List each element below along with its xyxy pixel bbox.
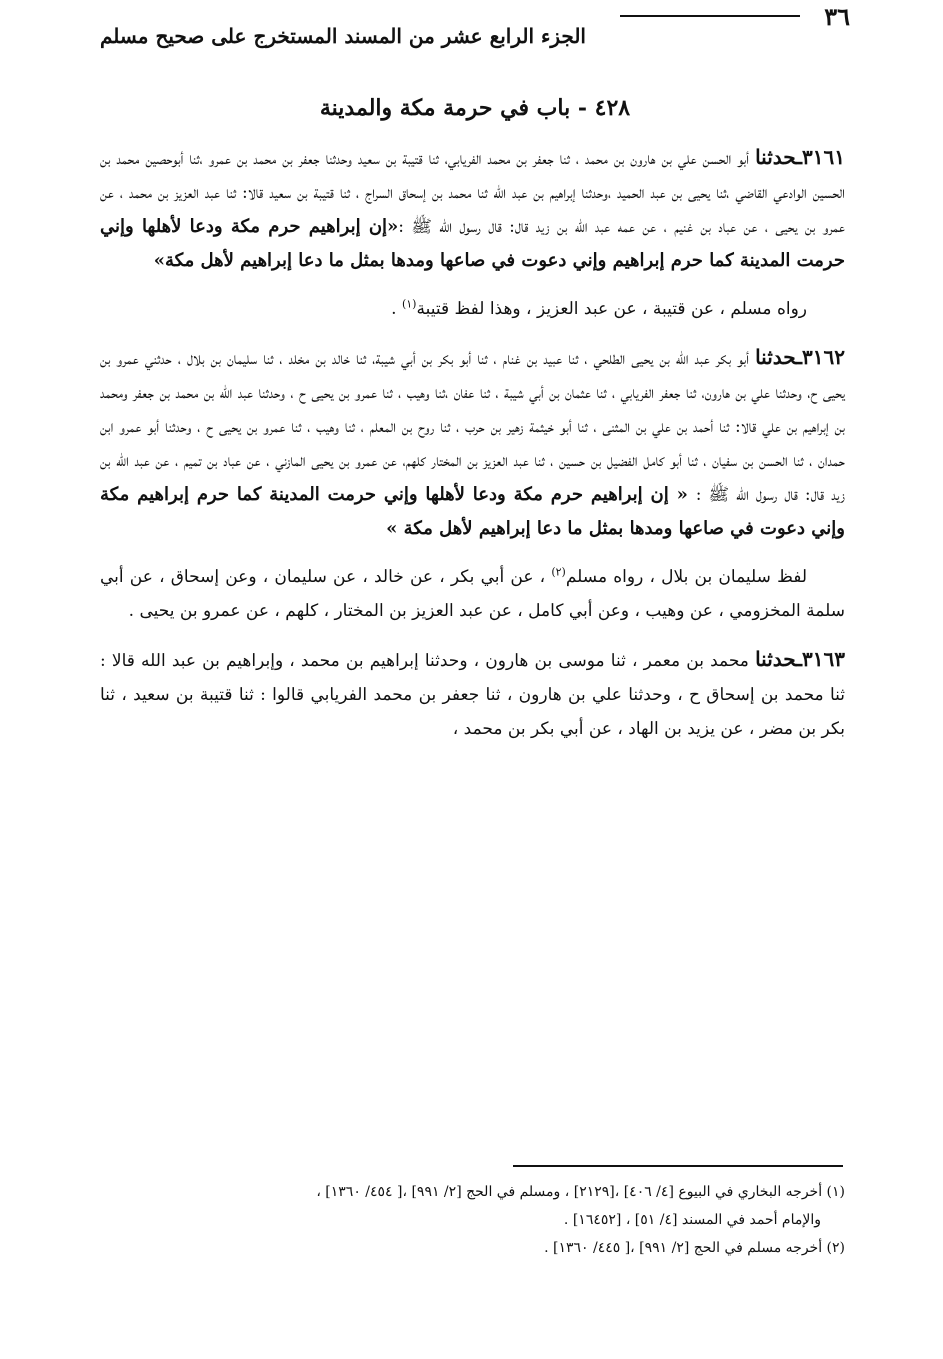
hadith-matn: « إن إبراهيم حرم مكة ودعا لأهلها وإني حرمت المدينة كما حرم إبراهيم مكة وإني دعوت في صاعها ومدها بمثل ما دعا إبراهيم لأهل مكة » [100, 484, 845, 539]
hadith-number: ٣١٦١ [802, 145, 845, 169]
header-rule [620, 15, 800, 17]
hadith-3161 [100, 140, 845, 278]
chapter-title: ٤٢٨ - باب في حرمة مكة والمدينة [319, 95, 631, 121]
hadith-number: ٣١٦٣ [802, 647, 845, 671]
running-title: الجزء الرابع عشر من المسند المستخرج على صحيح مسلم [100, 24, 586, 48]
page-number: ٣٦ [824, 2, 850, 31]
hadith-intro: ـحدثنا [755, 647, 803, 671]
footnote-rule [513, 1165, 843, 1167]
note-text-end: . [391, 299, 402, 319]
hadith-intro: ـحدثنا [755, 345, 803, 369]
note-text: لفظ سليمان بن بلال ، رواه مسلم [565, 567, 807, 587]
note-text-end: ، عن أبي بكر ، عن خالد ، عن سليمان ، وعن إسحاق ، عن أبي سلمة المخزومي ، عن وهيب ، وعن أبي كامل ، عن عبد العزيز بن المختار ، كلهم ، عن عمرو بن يحيى . [100, 567, 845, 621]
hadith-intro: ـحدثنا [755, 145, 803, 169]
page-body [100, 140, 845, 760]
hadith-note [100, 292, 845, 326]
hadith-3163 [100, 642, 845, 746]
hadith-isnad: أبو الحسن علي بن هارون بن محمد ، ثنا جعفر بن محمد الفريابي، ثنا قتيبة بن سعيد وحدثنا جعفر بن محمد بن عمرو ،ثنا أبوحصين محمد بن الحسين الوادعي القاضي ،ثنا يحيى بن عبد الحميد ،وحدثنا إبراهيم بن عبد الله ثنا محمد بن إسحاق السراج ، ثنا قتيبة بن سعيد قالا: ثنا عبد العزيز بن محمد ، عن عمرو بن يحيى ، عن عباد بن غنيم ، عن عمه عبد الله بن زيد قال: قال رسول الله ﷺ : [100, 149, 845, 237]
footnote-ref: (١) [401, 297, 417, 311]
footnote-1-cont: والإمام أحمد في المسند [٤/ ٥١] ، [١٦٤٥٢] . [563, 1212, 821, 1228]
note-text: رواه مسلم ، عن قتيبة ، عن عبد العزيز ، وهذا لفظ قتيبة [416, 299, 807, 319]
hadith-note [100, 560, 845, 628]
hadith-3162 [100, 340, 845, 546]
footnote-1: (١) أخرجه البخاري في البيوع [٤/ ٤٠٦] ،[٢١٢٩] ، ومسلم في الحج [٢/ ٩٩١] ،[ ٤٥٤/ ١٣٦٠] ، [316, 1184, 845, 1200]
hadith-matn: «إن إبراهيم حرم مكة ودعا لأهلها وإني حرمت المدينة كما حرم إبراهيم وإني دعوت في صاعها ومدها بمثل ما دعا إبراهيم لأهل مكة» [100, 216, 845, 271]
hadith-isnad: أبو بكر عبد الله بن يحيى الطلحي ، ثنا عبيد بن غنام ، ثنا أبو بكر بن أبي شيبة، ثنا خالد بن مخلد ، ثنا سليمان بن بلال ، حدثني عمرو بن يحيى ح، وحدثنا علي بن هارون، ثنا جعفر الفريابي ، ثنا عثمان بن أبي شيبة ، ثنا عفان ،ثنا وهيب ، ثنا عمرو بن يحيى ح ، وحدثنا عبد الله بن محمد بن جعفر ومحمد بن إبراهيم بن علي قالا: ثنا أحمد بن علي بن المثنى ، ثنا أبو خيثمة زهير بن حرب ، ثنا روح بن المعلم ، ثنا وهيب ، ثنا عمرو بن يحيى ح ، وحدثنا أبو عمرو ابن حمدان ، ثنا الحسن بن سفيان ، ثنا أبو كامل الفضيل بن حسين ، ثنا عبد العزيز بن المختار كلهم، عن عمرو بن يحيى المازني ، عن عباد بن تميم ، عن عبد الله بن زيد قال: قال رسول الله ﷺ : [100, 349, 846, 505]
footnotes [100, 1178, 845, 1262]
hadith-isnad: محمد بن معمر ، ثنا موسى بن هارون ، وحدثنا إبراهيم بن محمد ، وإبراهيم بن عبد الله قالا : ثنا محمد بن إسحاق ح ، وحدثنا علي بن هارون ، ثنا جعفر بن محمد الفريابي قالوا : ثنا قتيبة بن سعيد ، ثنا بكر بن مضر ، عن يزيد بن الهاد ، عن أبي بكر بن محمد ، [100, 651, 845, 739]
footnote-ref: (٢) [551, 565, 566, 579]
running-header [100, 2, 850, 52]
footnote-2: (٢) أخرجه مسلم في الحج [٢/ ٩٩١] ،[ ٤٤٥/ ١٣٦٠] . [544, 1240, 845, 1256]
hadith-number: ٣١٦٢ [802, 345, 845, 369]
